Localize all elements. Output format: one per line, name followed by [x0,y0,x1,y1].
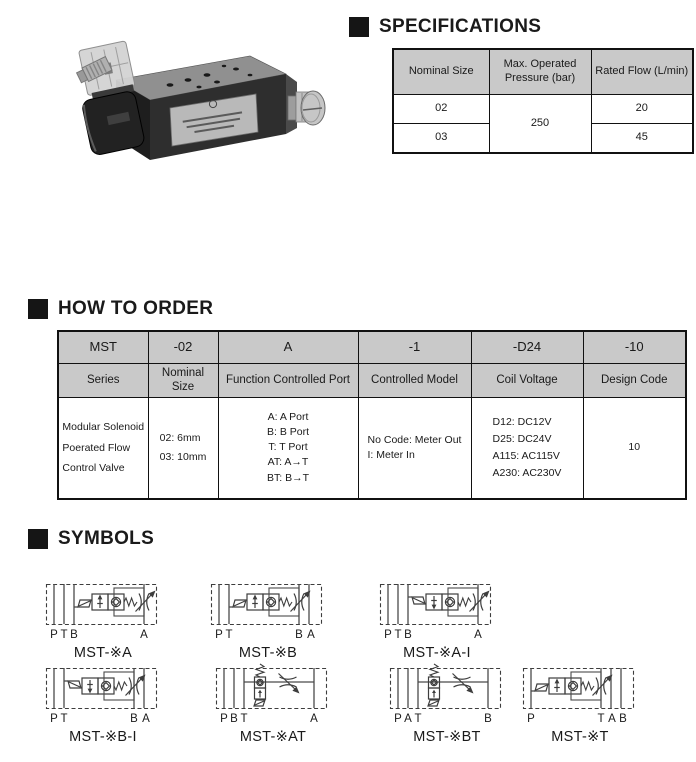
code-design-code: -10 [583,331,686,364]
specifications-header [349,16,541,38]
hydraulic-symbol-drawing [362,576,512,642]
code-nominal-size: -02 [148,331,218,364]
spec-nominal-03: 03 [393,124,489,154]
detail-coil-voltage: D12: DC12V D25: DC24V A115: AC115V A230: AC230V [471,397,583,499]
svg-text:P: P [50,629,58,641]
symbol-mst-t [505,660,655,745]
symbols-title: SYMBOLS [58,528,155,549]
symbol-caption: MST-※T [551,729,609,745]
svg-text:P: P [215,629,223,641]
section-bullet-square [28,529,48,549]
label-controlled-model: Controlled Model [358,364,471,398]
order-code-row [58,331,686,364]
svg-text:B: B [619,713,627,725]
symbol-caption: MST-※B [238,645,298,661]
svg-text:P: P [384,629,392,641]
detail-series: Modular Solenoid Poerated Flow Control Valve [58,397,148,499]
spec-col-rated-flow: Rated Flow (L/min) [591,49,693,95]
valve-body-illustration [116,56,297,160]
section-bullet-square [28,299,48,319]
svg-text:T: T [60,629,68,641]
code-coil-voltage: -D24 [471,331,583,364]
hydraulic-symbol-drawing [193,576,343,642]
symbol-caption: MST-※A-I [403,645,471,661]
label-series: Series [58,364,148,398]
svg-text:A: A [310,713,318,725]
svg-text:A: A [608,713,616,725]
svg-text:T: T [414,713,422,725]
svg-text:T: T [240,713,248,725]
spec-flow-02: 20 [591,95,693,124]
how-to-order-title: HOW TO ORDER [58,298,214,319]
product-photo-solenoid-modular-valve [50,22,330,172]
spec-col-nominal-size: Nominal Size [393,49,489,95]
svg-text:A: A [142,713,150,725]
section-bullet-square [349,17,369,37]
label-coil-voltage: Coil Voltage [471,364,583,398]
spec-row-02 [393,95,693,124]
order-detail-row [58,397,686,499]
symbol-caption: MST-※BT [413,729,481,745]
spec-flow-03: 45 [591,124,693,154]
svg-text:B: B [295,629,303,641]
label-function-port: Function Controlled Port [218,364,358,398]
svg-text:B: B [230,713,238,725]
svg-text:A: A [474,629,482,641]
svg-text:T: T [225,629,233,641]
svg-text:B: B [404,629,412,641]
code-controlled-model: -1 [358,331,471,364]
symbol-mst-b [193,576,343,661]
symbol-mst-a [28,576,178,661]
label-design-code: Design Code [583,364,686,398]
spec-col-max-pressure: Max. Operated Pressure (bar) [489,49,591,95]
solenoid-coil [71,41,148,156]
hydraulic-symbol-drawing [28,660,178,726]
hydraulic-symbol-drawing [198,660,348,726]
svg-text:T: T [60,713,68,725]
specifications-title: SPECIFICATIONS [379,16,542,37]
svg-text:A: A [404,713,412,725]
detail-design-code: 10 [583,397,686,499]
symbol-mst-at [198,660,348,745]
label-nominal-size: Nominal Size [148,364,218,398]
svg-text:P: P [220,713,228,725]
svg-text:A: A [140,629,148,641]
detail-nominal-size: 02: 6mm 03: 10mm [148,397,218,499]
symbol-caption: MST-※AT [239,729,307,745]
hydraulic-symbol-drawing [28,576,178,642]
hydraulic-symbol-drawing [505,660,655,726]
svg-text:B: B [484,713,492,725]
svg-text:P: P [527,713,535,725]
symbol-caption: MST-※A [73,645,133,661]
spec-pressure-value: 250 [489,95,591,154]
svg-text:P: P [50,713,58,725]
svg-text:P: P [394,713,402,725]
code-series: MST [58,331,148,364]
code-function-port: A [218,331,358,364]
hydraulic-symbol-drawing [372,660,522,726]
symbol-mst-a-i [362,576,512,661]
svg-text:B: B [130,713,138,725]
spec-nominal-02: 02 [393,95,489,124]
svg-text:T: T [597,713,605,725]
svg-text:A: A [307,629,315,641]
symbol-mst-b-i [28,660,178,745]
svg-text:T: T [394,629,402,641]
detail-function-port: A: A Port B: B Port T: T Port AT: A→T BT: B→T [218,397,358,499]
symbol-caption: MST-※B-I [69,729,137,745]
order-code-table [57,330,687,500]
order-label-row [58,364,686,398]
symbol-mst-bt [372,660,522,745]
how-to-order-header [28,298,213,320]
adjustment-knob [288,91,325,125]
svg-text:B: B [70,629,78,641]
detail-controlled-model: No Code: Meter Out I: Meter In [358,397,471,499]
specifications-table [392,48,694,154]
symbols-header [28,528,154,550]
